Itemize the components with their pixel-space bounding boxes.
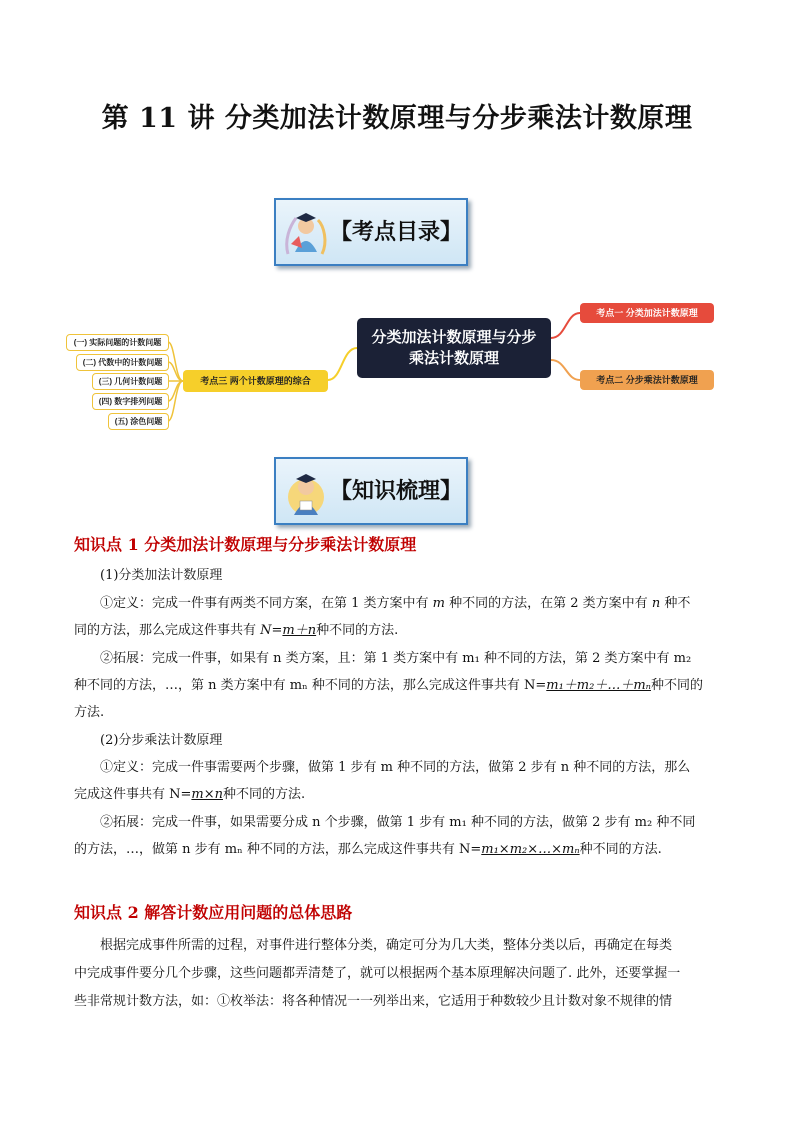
teacher-illustration-icon (282, 463, 330, 519)
mindmap-connectors (0, 0, 794, 460)
def1-tail: 种不 (660, 596, 691, 611)
kp2-heading: 知识点 2 解答计数应用问题的总体思路 (74, 903, 353, 922)
mindmap-node-topic2: 考点二 分步乘法计数原理 (580, 370, 714, 390)
ext1-line2a: 种不同的方法，…，第 n 类方案中有 mₙ 种不同的方法，那么完成这件事共有 N= (74, 678, 547, 693)
banner-knowledge-label: 【知识梳理】 (330, 478, 463, 504)
ext2-formula: m₁×m₂×…×mₙ (481, 842, 580, 857)
mindmap-center-node: 分类加法计数原理与分步乘法计数原理 (357, 318, 551, 378)
kp1-ext1-line2 (74, 672, 724, 700)
kp1-ext1-line1: ②拓展：完成一件事，如果有 n 类方案，且：第 1 类方案中有 m₁ 种不同的方法，第 2 类方案中有 m₂ (100, 651, 692, 666)
banner-outline-label: 【考点目录】 (330, 219, 463, 245)
ext1-line2b: 种不同的 (650, 678, 703, 693)
mindmap-leaf: (二) 代数中的计数问题 (76, 354, 169, 371)
mindmap-node-topic1: 考点一 分类加法计数原理 (580, 303, 714, 323)
page-title: 第 11 讲 分类加法计数原理与分步乘法计数原理 (101, 103, 693, 134)
def1-formula: m＋n (282, 623, 317, 638)
kp1-sub1: (1)分类加法计数原理 (100, 568, 223, 583)
kp2-line: 些非常规计数方法，如：①枚举法：将各种情况一一列举出来，它适用于种数较少且计数对象不规律的情 (74, 994, 673, 1009)
mindmap-leaf: (五) 涂色问题 (108, 413, 169, 430)
kp1-def1-line2 (74, 617, 724, 645)
def1-N: N (260, 623, 272, 638)
def1-eq: = (271, 623, 283, 638)
kp1-ext2-line1: ②拓展：完成一件事，如果需要分成 n 个步骤，做第 1 步有 m₁ 种不同的方法，做第 2 步有 m₂ 种不同 (100, 815, 696, 830)
def1-n: n (651, 596, 661, 611)
mindmap-leaf: (四) 数字排列问题 (92, 393, 169, 410)
def2-line2b: 种不同的方法. (223, 787, 306, 802)
def1-line2a: 同的方法，那么完成这件事共有 (74, 623, 261, 638)
kp1-heading: 知识点 1 分类加法计数原理与分步乘法计数原理 (74, 535, 417, 554)
def1-line2b: 种不同的方法. (316, 623, 399, 638)
kp1-sub2: (2)分步乘法计数原理 (100, 733, 223, 748)
mindmap-leaf: (三) 几何计数问题 (92, 373, 169, 390)
kp2-line: 中完成事件要分几个步骤，这些问题都弄清楚了，就可以根据两个基本原理解决问题了. 此外，还要掌握一 (74, 966, 681, 981)
def1-m: m (432, 596, 445, 611)
kp1-def2-line1: ①定义：完成一件事需要两个步骤，做第 1 步有 m 种不同的方法，做第 2 步有 n 种不同的方法，那么 (100, 760, 691, 775)
ext1-formula: m₁＋m₂＋…＋mₙ (546, 678, 651, 693)
ext2-line2a: 的方法，…，做第 n 步有 mₙ 种不同的方法，那么完成这件事共有 N= (74, 842, 482, 857)
kp1-ext1-line3: 方法. (74, 705, 105, 720)
kp2-line: 根据完成事件所需的过程，对事件进行整体分类，确定可分为几大类，整体分类以后，再确定在每类 (100, 938, 673, 953)
def1-mid: 种不同的方法，在第 2 类方案中有 (445, 596, 652, 611)
mindmap-leaf: (一) 实际问题的计数问题 (66, 334, 169, 351)
kp1-ext2-line2 (74, 836, 724, 864)
ext2-line2b: 种不同的方法. (579, 842, 662, 857)
def2-line2a: 完成这件事共有 N= (74, 787, 192, 802)
kp1-def2-line2 (74, 781, 724, 809)
def2-formula: m×n (191, 787, 223, 802)
banner-knowledge (274, 457, 468, 525)
def1-prefix: ①定义：完成一件事有两类不同方案，在第 1 类方案中有 (100, 596, 433, 611)
mindmap-node-topic3: 考点三 两个计数原理的综合 (183, 370, 328, 392)
kp1-def1-line1 (74, 590, 750, 618)
